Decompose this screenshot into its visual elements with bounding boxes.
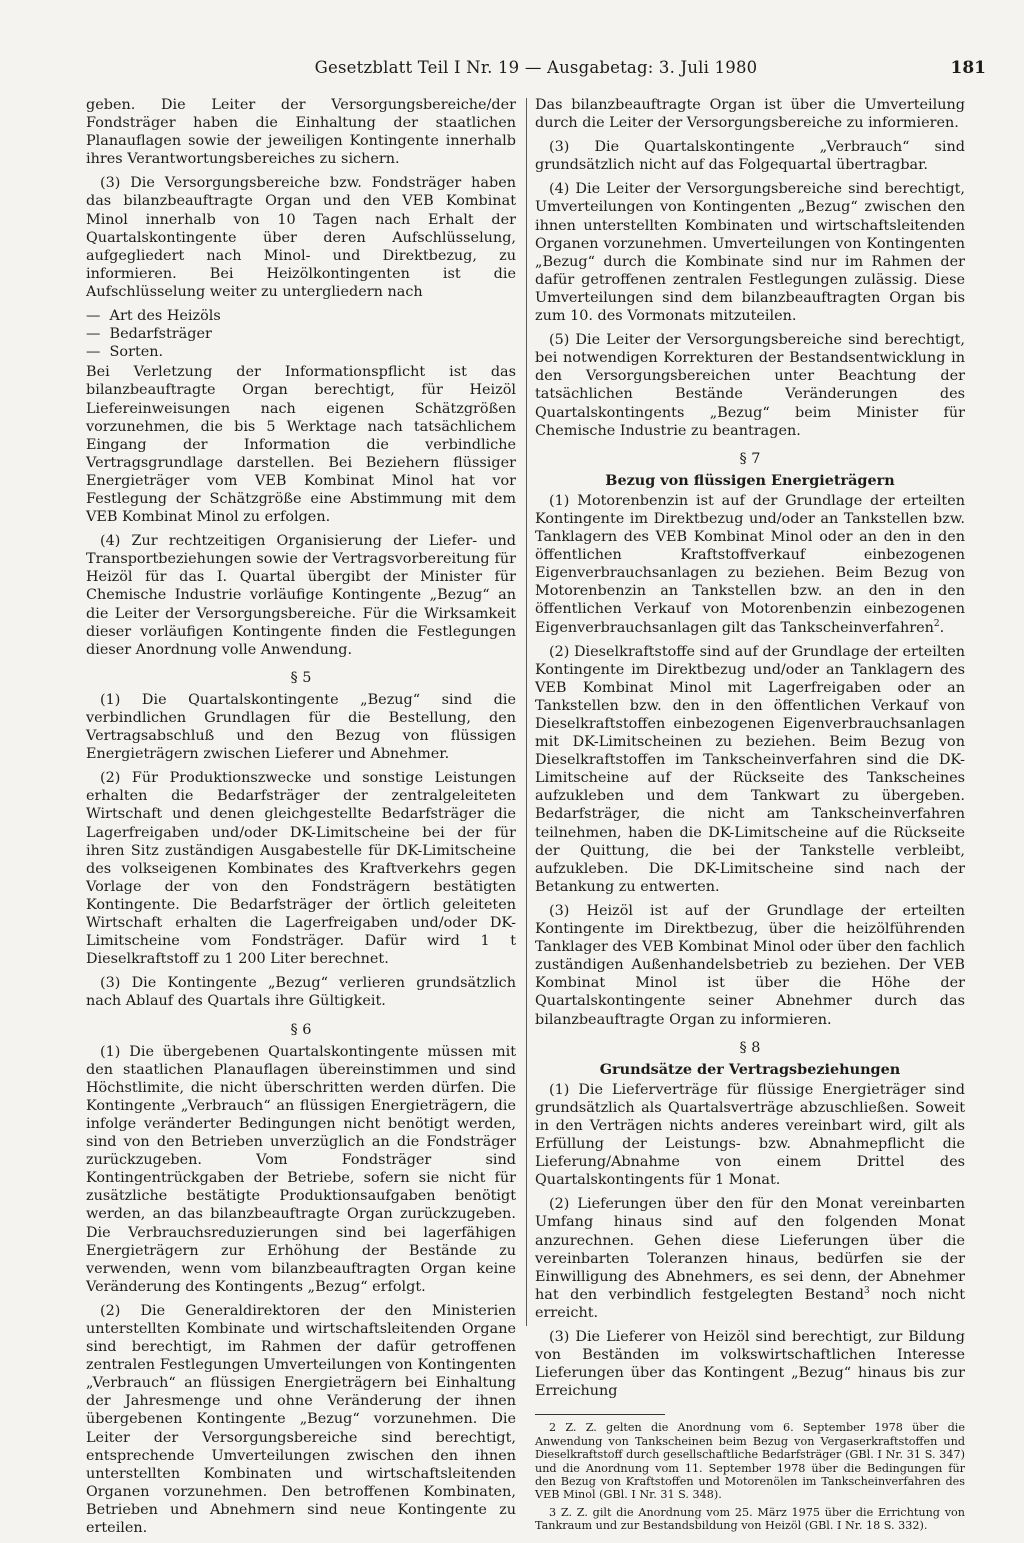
paragraph: (3) Die Kontingente „Bezug“ verlieren grundsätzlich nach Ablauf des Quartals ihre Gültigkeit.	[86, 975, 516, 1010]
paragraph: (3) Die Lieferer von Heizöl sind berechtigt, zur Bildung von Beständen im volkswirtschaftlichen Interesse Lieferungen über das Kontingent „Bezug“ hinaus bis zur Erreichung	[535, 1329, 965, 1400]
header-title: Gesetzblatt Teil I Nr. 19 — Ausgabetag: 3. Juli 1980	[314, 58, 758, 77]
paragraph: (4) Die Leiter der Versorgungsbereiche sind berechtigt, Umverteilungen von Kontingenten „Bezug“ zwischen den ihnen unterstellten Kombinaten und wirtschaftsleitenden Organen vorzunehmen. Umverteilungen von Kontingenten „Bezug“ durch die Kombinate sind nur im Rahmen der dafür getroffenen zentralen Festlegungen zulässig. Diese Umverteilungen sind dem bilanzbeauftragten Organ bis zum 10. des Vormonats mitzuteilen.	[535, 181, 965, 325]
page-header	[86, 56, 986, 82]
page-number: 181	[950, 58, 986, 78]
paragraph: Bei Verletzung der Informationspflicht ist das bilanzbeauftragte Organ berechtigt, für Heizöl Liefereinweisungen nach eigenen Schätzgrößen vorzunehmen, die bis 5 Werktage nach tatsächlichem Eingang der Information die verbindliche Vertragsgrundlage darstellen. Bei Beziehern flüssiger Energieträger vom VEB Kombinat Minol hat vor Festlegung der Schätzgröße eine Abstimmung mit dem VEB Kombinat Minol zu erfolgen.	[86, 364, 516, 526]
paragraph: geben. Die Leiter der Versorgungsbereiche/der Fondsträger haben die Einhaltung der staatlichen Planauflagen sowie der jeweiligen Kontingente innerhalb ihres Verantwortungsbereiches zu sichern.	[86, 97, 516, 168]
list-item: — Sorten.	[86, 343, 516, 361]
section-title: Bezug von flüssigen Energieträgern	[605, 471, 895, 489]
paragraph-text: .	[939, 619, 945, 636]
dash-list	[86, 307, 516, 361]
paragraph-text: noch nicht erreicht.	[535, 1286, 966, 1321]
footnote-ref: 2	[933, 618, 940, 629]
paragraph	[535, 1195, 965, 1322]
paragraph-text: (2) Lieferungen über den für den Monat vereinbarten Umfang hinaus sind auf den folgenden Monat anzurechnen. Gehen diese Lieferungen über die vereinbarten Toleranzen hinaus, bedürfen sie der Einwilligung des Abnehmers, es sei denn, der Abnehmer hat den verbindlich festgelegten Bestand	[535, 1196, 965, 1303]
paragraph: (4) Zur rechtzeitigen Organisierung der Liefer- und Transportbeziehungen sowie der Vertragsvorbereitung für Heizöl für das I. Quartal übergibt der Minister für Chemische Industrie vorläufige Kontingente „Bezug“ an die Leiter der Versorgungsbereiche. Für die Wirksamkeit dieser vorläufigen Kontingente finden die Festlegungen dieser Anordnung volle Anwendung.	[86, 533, 516, 658]
paragraph: (2) Die Generaldirektoren der den Ministerien unterstellten Kombinate und wirtschaftsleitenden Organe sind berechtigt, im Rahmen der dafür getroffenen zentralen Festlegungen Umverteilungen von Kontingenten „Verbrauch“ an flüssigen Energieträgern bei Einhaltung der Jahresmenge und ohne Veränderung der ihnen übergebenen Kontingente „Bezug“ vorzunehmen. Die Leiter der Versorgungsbereiche sind berechtigt, entsprechende Umverteilungen zwischen den ihnen unterstellten Kombinaten und wirtschaftsleitenden Organen vorzunehmen. Den betroffenen Kombinaten, Betrieben und Abnehmern sind neue Kontingente zu erteilen.	[86, 1302, 516, 1537]
paragraph: (5) Die Leiter der Versorgungsbereiche sind berechtigt, bei notwendigen Korrekturen der Bestandsentwicklung in den Versorgungsbereichen unter Beachtung der tatsächlichen Bestände Veränderungen des Quartalskontingents „Bezug“ beim Minister für Chemische Industrie zu beantragen.	[535, 332, 965, 439]
paragraph: (3) Heizöl ist auf der Grundlage der erteilten Kontingente im Direktbezug, über die heizölführenden Tanklager des VEB Kombinat Minol oder über den fachlich zuständigen Außenhandelsbetrieb zu beziehen. Der VEB Kombinat Minol ist über die Höhe der Quartalskontingente seiner Abnehmer durch das bilanzbeauftragte Organ zu informieren.	[535, 902, 965, 1028]
section-title: Grundsätze der Vertragsbeziehungen	[599, 1060, 901, 1078]
paragraph: (3) Die Versorgungsbereiche bzw. Fondsträger haben das bilanzbeauftragte Organ und den VEB Kombinat Minol innerhalb von 10 Tagen nach Erhalt der Quartalskontingente über deren Aufschlüsselung, aufgegliedert nach Minol- und Direktbezug, zu informieren. Bei Heizölkontingenten ist die Aufschlüsselung weiter zu untergliedern nach	[86, 175, 516, 300]
paragraph: (1) Die Quartalskontingente „Bezug“ sind die verbindlichen Grundlagen für die Bestellung, den Vertragsabschluß und den Bezug von flüssigen Energieträgern zwischen Lieferer und Abnehmer.	[86, 691, 516, 763]
section-number: § 5	[290, 669, 312, 686]
paragraph	[535, 492, 965, 637]
paragraph: (1) Die übergebenen Quartalskontingente müssen mit den staatlichen Planauflagen übereinstimmen und sind Höchstlimite, die nicht überschritten werden dürfen. Die Kontingente „Verbrauch“ an flüssigen Energieträgern, die infolge veränderter Bedingungen nicht benötigt werden, sind von den Betrieben unverzüglich an die Fondsträger zurückzugeben. Vom Fondsträger sind Kontingentrückgaben der Betriebe, sofern sie nicht für zusätzliche bestätigte Produktionsaufgaben benötigt werden, an das bilanzbeauftragte Organ zurückzugeben. Die Verbrauchsreduzierungen sind bei lagerfähigen Energieträgern zur Erhöhung der Bestände zu verwenden, wenn vom bilanzbeauftragten Organ keine Veränderung des Kontingents „Bezug“ erfolgt.	[86, 1043, 516, 1295]
footnotes	[535, 1421, 965, 1532]
paragraph-text: (1) Motorenbenzin ist auf der Grundlage der erteilten Kontingente im Direktbezug und/oder an Tankstellen bzw. Tanklagern des VEB Kombinat Minol oder an den in den öffentlichen Kraftstoffverkauf einbezogenen Eigenverbrauchsanlagen zu beziehen. Beim Bezug von Motorenbenzin an Tankstellen bzw. an den in den öffentlichen Verkauf von Motorenbenzin einbezogenen Eigenverbrauchsanlagen gilt das Tankscheinverfahren	[535, 492, 965, 636]
list-item: — Bedarfsträger	[86, 325, 516, 343]
paragraph: Das bilanzbeauftragte Organ ist über die Umverteilung durch die Leiter der Versorgungsbereiche zu informieren.	[535, 97, 965, 132]
column-divider	[526, 98, 527, 1326]
footnote: 2 Z. Z. gelten die Anordnung vom 6. September 1978 über die Anwendung von Tankscheinen beim Bezug von Vergaserkraftstoffen und Dieselkraftstoff durch gesellschaftliche Bedarfsträger (GBl. I Nr. 31 S. 347) und die Anordnung vom 11. September 1978 über die Bedingungen für den Bezug von Kraftstoffen und Motorenölen im Tankscheinverfahren des VEB Minol (GBl. I Nr. 31 S. 348).	[535, 1421, 965, 1502]
section-number: § 7	[739, 450, 761, 467]
section-number: § 8	[739, 1039, 761, 1056]
footnote-rule	[535, 1414, 665, 1415]
paragraph: (2) Für Produktionszwecke und sonstige Leistungen erhalten die Bedarfsträger der zentralgeleiteten Wirtschaft und denen gleichgestellte Bedarfsträger die Lagerfreigaben und/oder DK-Limitscheine bei der für ihren Sitz zuständigen Ausgabestelle für DK-Limitscheine des volkseigenen Kombinates des Kraftverkehrs gegen Vorlage der von den Fondsträgern bestätigten Kontingente. Die Bedarfsträger der örtlich geleiteten Wirtschaft erhalten die Lagerfreigaben und/oder DK-Limitscheine vom Fondsträger. Dafür wird 1 t Dieselkraftstoff zu 1 200 Liter berechnet.	[86, 770, 516, 968]
paragraph: (1) Die Lieferverträge für flüssige Energieträger sind grundsätzlich als Quartalsverträge abzuschließen. Soweit in den Verträgen nichts anderes vereinbart wird, gilt als Erfüllung der Leistungs- bzw. Abnahmepflicht die Lieferung/Abnahme von einem Drittel des Quartalskontingents für 1 Monat.	[535, 1081, 965, 1189]
right-column	[535, 96, 965, 1537]
paragraph: (2) Dieselkraftstoffe sind auf der Grundlage der erteilten Kontingente im Direktbezug und/oder an Tanklagern des VEB Kombinat Minol mit Lagerfreigaben oder an Tankstellen bzw. den in den öffentlichen Verkauf von Dieselkraftstoffen einbezogenen Eigenverbrauchsanlagen mit DK-Limitscheinen zu beziehen. Beim Bezug von Dieselkraftstoffen im Tankscheinverfahren sind die DK-Limitscheine auf der Rückseite des Tankscheines aufzukleben und dem Tankwart zu übergeben. Bedarfsträger, die nicht am Tankscheinverfahren teilnehmen, haben die DK-Limitscheine auf die Rückseite der Quittung, die bei der Tankstelle verbleibt, aufzukleben. Die DK-Limitscheine sind nach der Betankung zu entwerten.	[535, 643, 965, 895]
footnote-ref: 3	[864, 1286, 870, 1297]
paragraph: (3) Die Quartalskontingente „Verbrauch“ sind grundsätzlich nicht auf das Folgequartal übertragbar.	[535, 139, 965, 174]
footnote: 3 Z. Z. gilt die Anordnung vom 25. März 1975 über die Errichtung von Tankraum und zur Bestandsbildung von Heizöl (GBl. I Nr. 18 S. 332).	[535, 1505, 965, 1533]
left-column	[86, 96, 516, 1543]
section-number: § 6	[290, 1021, 312, 1038]
list-item: — Art des Heizöls	[86, 307, 516, 325]
